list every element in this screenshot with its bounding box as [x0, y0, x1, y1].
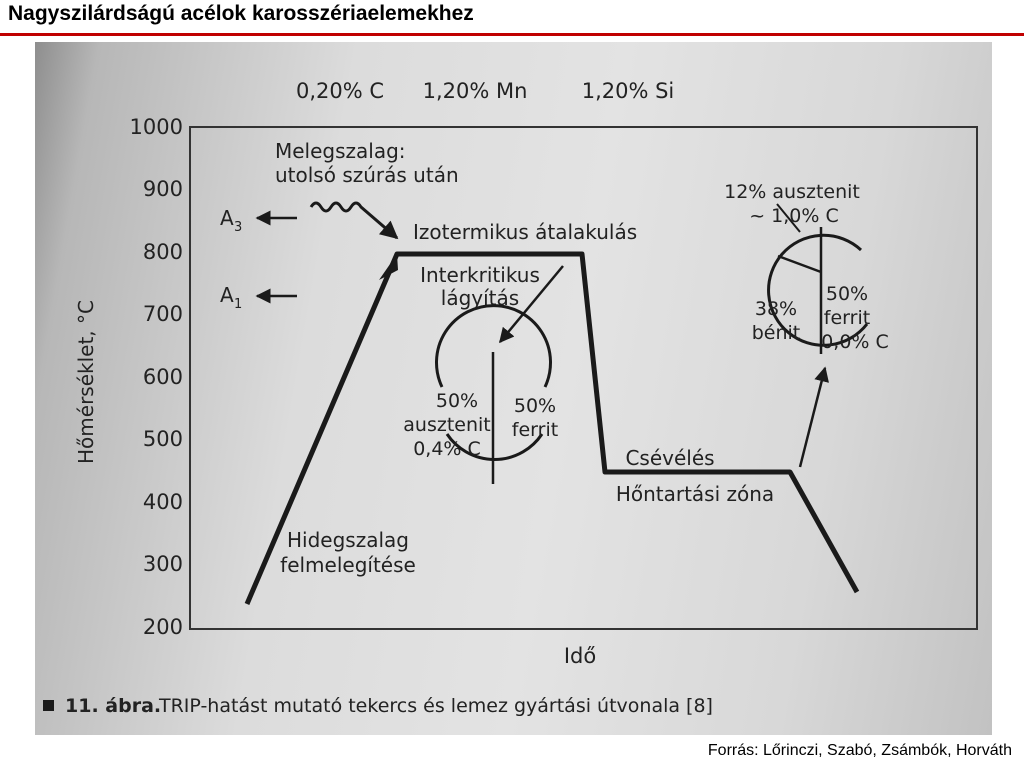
hot-strip-label: utolsó szúrás után — [275, 163, 459, 187]
y-tick-label: 600 — [142, 365, 183, 389]
hot-strip-arrow — [311, 203, 397, 238]
final-ferrite-percent: 50% — [825, 283, 869, 305]
cold-strip-label: felmelegítése — [280, 553, 416, 577]
isothermal-label: Izotermikus átalakulás — [413, 220, 638, 244]
caption-number: 11. ábra. — [65, 695, 162, 717]
figure-photo — [35, 42, 992, 735]
a1-marker — [220, 283, 297, 312]
svg-text:A: A — [220, 206, 234, 230]
y-tick-label: 300 — [142, 552, 183, 576]
svg-text:1: 1 — [234, 297, 243, 312]
y-tick-label: 400 — [142, 490, 183, 514]
a3-marker — [220, 206, 297, 235]
y-tick-label: 700 — [142, 302, 183, 326]
y-tick-label: 500 — [142, 427, 183, 451]
y-tick-label: 200 — [142, 615, 183, 639]
austenite-label: ausztenit — [403, 414, 491, 436]
intercritical-label: Interkritikus — [420, 263, 540, 287]
final-ferrite-label: ferrit — [823, 307, 871, 329]
intercritical-label: lágyítás — [440, 286, 520, 310]
svg-text:3: 3 — [234, 220, 243, 235]
composition-carbon: 0,20% C — [295, 79, 385, 103]
source-credit: Forrás: Lőrinczi, Szabó, Zsámbók, Horváth — [707, 742, 1012, 759]
title-divider — [0, 33, 1024, 36]
svg-text:A: A — [220, 283, 234, 307]
hot-strip-label: Melegszalag: — [275, 139, 406, 163]
bainite-label: bénit — [751, 322, 801, 344]
retained-austenite-carbon: ~ 1,0% C — [749, 205, 839, 227]
coiling-arrow — [800, 368, 825, 467]
austenite-carbon: 0,4% C — [413, 438, 481, 460]
y-tick-label: 1000 — [129, 115, 183, 139]
ferrite-percent: 50% — [513, 395, 557, 417]
process-diagram — [35, 42, 992, 735]
composition-manganese: 1,20% Mn — [422, 79, 528, 103]
coiling-label: Csévélés — [625, 446, 715, 470]
composition-silicon: 1,20% Si — [581, 79, 675, 103]
holding-zone-label: Hőntartási zóna — [615, 482, 775, 506]
retained-austenite-label: 12% ausztenit — [724, 181, 860, 203]
caption-bullet — [43, 700, 54, 711]
slide-title: Nagyszilárdságú acélok karosszériaelemekhez — [8, 2, 474, 25]
bainite-percent: 38% — [754, 298, 798, 320]
final-ferrite-carbon: 0,0% C — [821, 331, 889, 353]
austenite-percent: 50% — [435, 390, 479, 412]
cold-strip-label: Hidegszalag — [287, 528, 409, 552]
caption-text: TRIP-hatást mutató tekercs és lemez gyártási útvonala [8] — [159, 695, 713, 717]
y-tick-label: 900 — [142, 177, 183, 201]
y-tick-label: 800 — [142, 240, 183, 264]
y-axis-label: Hőmérséklet, °C — [74, 300, 98, 464]
ferrite-label: ferrit — [511, 419, 559, 441]
x-axis-label: Idő — [563, 644, 597, 668]
